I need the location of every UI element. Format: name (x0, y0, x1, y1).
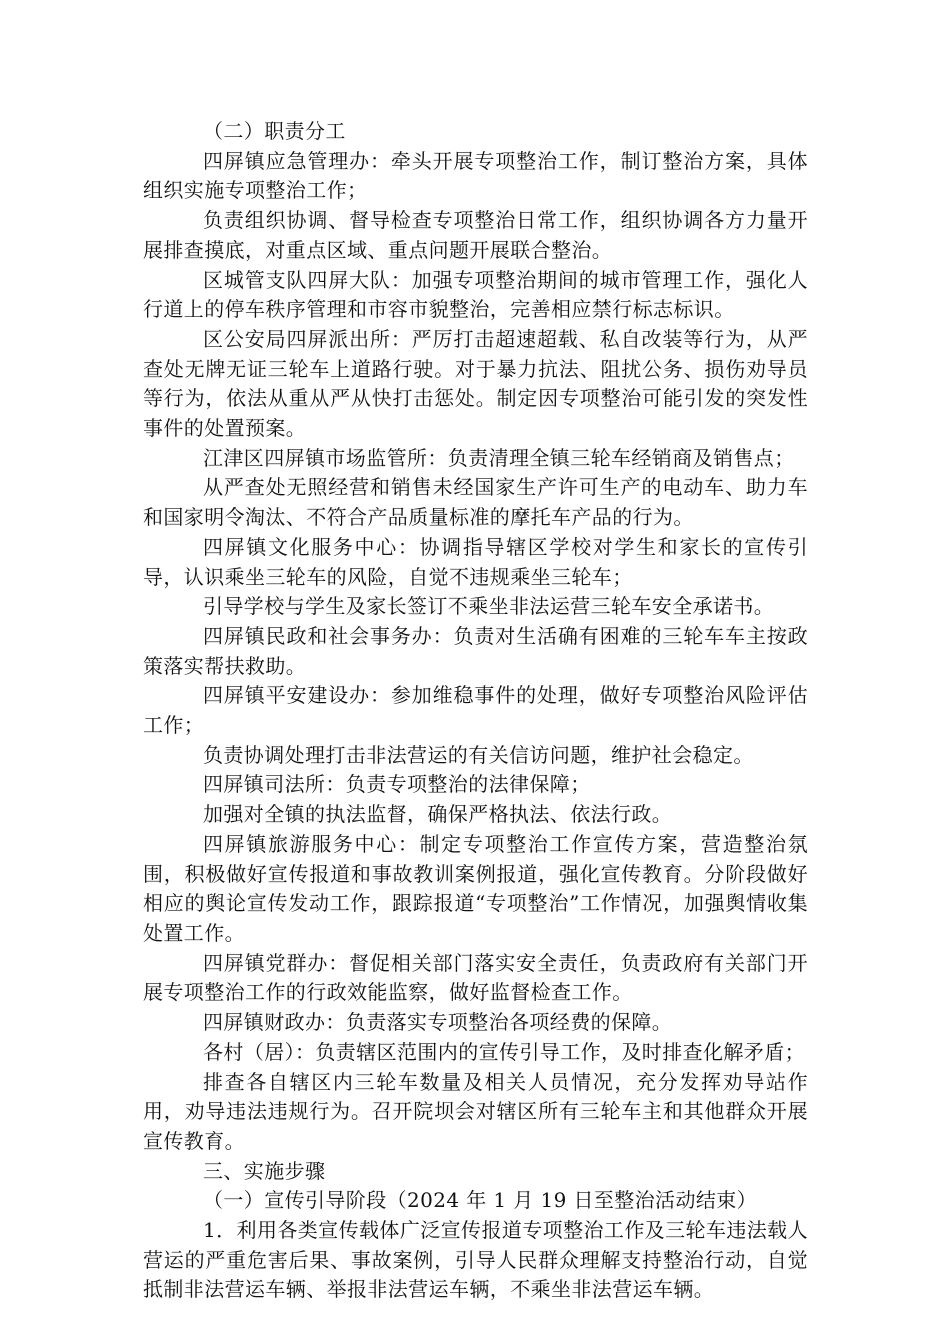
paragraph-tourism-center: 四屏镇旅游服务中心：制定专项整治工作宣传方案，营造整治氛围，积极做好宣传报道和事故教训案例报道，强化宣传教育。分阶段做好相应的舆论宣传发动工作，跟踪报道“专项整治”工作情况，加强舆情收集处置工作。 (143, 831, 808, 945)
paragraph-urban-management: 区城管支队四屏大队：加强专项整治期间的城市管理工作，强化人行道上的停车秩序管理和市容市貌整治，完善相应禁行标志标识。 (143, 267, 808, 322)
paragraph-finance-office: 四屏镇财政办：负责落实专项整治各项经费的保障。 (203, 1010, 673, 1035)
paragraph-unlicensed-sales: 从严查处无照经营和销售未经国家生产许可生产的电动车、助力车和国家明令淘汰、不符合产品质量标准的摩托车产品的行为。 (143, 475, 808, 530)
paragraph-petitions: 负责协调处理打击非法营运的有关信访问题，维护社会稳定。 (203, 742, 754, 767)
paragraph-coordination: 负责组织协调、督导检查专项整治日常工作，组织协调各方力量开展排查摸底，对重点区域、重点问题开展联合整治。 (143, 208, 808, 262)
paragraph-market-supervision: 江津区四屏镇市场监管所：负责清理全镇三轮车经销商及销售点； (203, 445, 795, 470)
paragraph-publicity-item-1: 1．利用各类宣传载体广泛宣传报道专项整治工作及三轮车违法载人营运的严重危害后果、事故案例，引导人民群众理解支持整治行动，自觉抵制非法营运车辆、举报非法营运车辆，不乘坐非法营运车辆。 (143, 1218, 808, 1302)
subsection-heading-publicity: （一）宣传引导阶段（2024 年 1 月 19 日至整治活动结束） (203, 1188, 758, 1213)
paragraph-safety-pledge: 引导学校与学生及家长签订不乘坐非法运营三轮车安全承诺书。 (203, 594, 775, 619)
paragraph-party-office: 四屏镇党群办：督促相关部门落实安全责任，负责政府有关部门开展专项整治工作的行政效能监察，做好监督检查工作。 (143, 950, 808, 1005)
section-heading-steps: 三、实施步骤 (203, 1158, 326, 1183)
paragraph-culture-center: 四屏镇文化服务中心：协调指导辖区学校对学生和家长的宣传引导，认识乘坐三轮车的风险，自觉不违规乘坐三轮车； (143, 534, 808, 589)
paragraph-police-station: 区公安局四屏派出所：严厉打击超速超载、私自改装等行为，从严查处无牌无证三轮车上道路行驶。对于暴力抗法、阻扰公务、损伤劝导员等行为，依法从重从严从快打击惩处。制定因专项整治可能引发的突发性事件的处置预案。 (143, 326, 808, 441)
paragraph-emergency-office: 四屏镇应急管理办：牵头开展专项整治工作，制订整治方案，具体组织实施专项整治工作； (143, 148, 808, 203)
paragraph-civil-affairs: 四屏镇民政和社会事务办：负责对生活确有困难的三轮车车主按政策落实帮扶救助。 (143, 623, 808, 678)
paragraph-public-security-office: 四屏镇平安建设办：参加维稳事件的处理，做好专项整治风险评估工作； (143, 683, 808, 738)
document-page (143, 117, 808, 1305)
paragraph-law-enforcement: 加强对全镇的执法监督，确保严格执法、依法行政。 (203, 802, 673, 827)
paragraph-villages: 各村（居）：负责辖区范围内的宣传引导工作，及时排查化解矛盾； (203, 1039, 805, 1064)
paragraph-judicial-office: 四屏镇司法所：负责专项整治的法律保障； (203, 772, 591, 797)
paragraph-tricycle-survey: 排查各自辖区内三轮车数量及相关人员情况，充分发挥劝导站作用，劝导违法违规行为。召开院坝会对辖区所有三轮车主和其他群众开展宣传教育。 (143, 1069, 808, 1153)
section-heading-duties: （二）职责分工 (203, 119, 346, 143)
